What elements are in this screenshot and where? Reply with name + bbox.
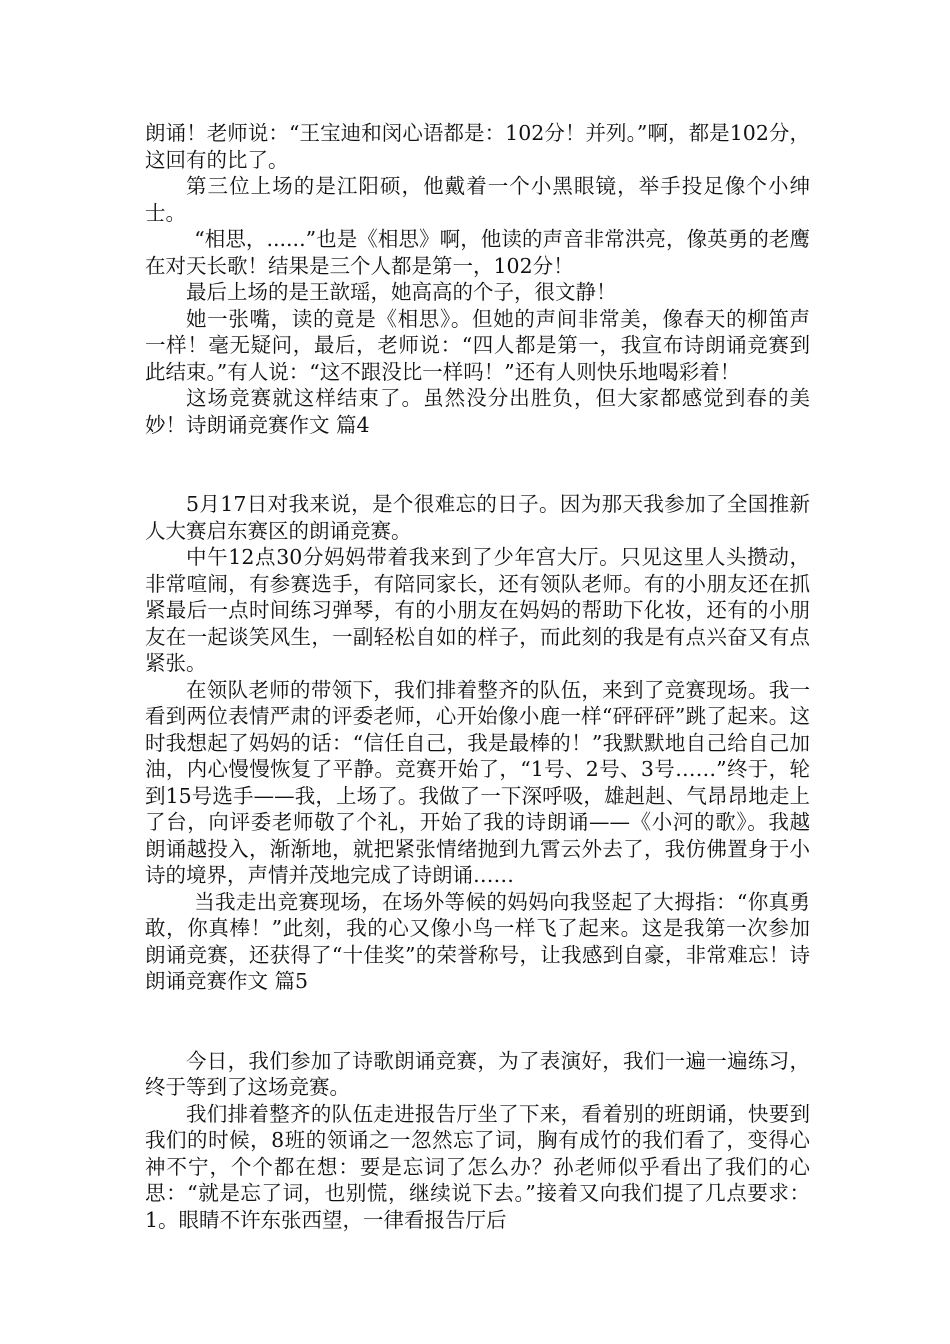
paragraph: 第三位上场的是江阳硕，他戴着一个小黑眼镜，举手投足像个小绅士。 [145,174,810,225]
paragraph: 她一张嘴，读的竟是《相思》。但她的声间非常美，像春天的柳笛声一样！毫无疑问，最后，老师说：“四人都是第一，我宣布诗朗诵竞赛到此结束。”有人说：“这不跟没比一样吗！”还有人则快乐地喝彩着！ [145,306,810,384]
paragraph: 我们排着整齐的队伍走进报告厅坐了下来，看着别的班朗诵，快要到我们的时候，8班的领诵之一忽然忘了词，胸有成竹的我们看了，变得心神不宁，个个都在想：要是忘词了怎么办？孙老师似乎看出了我们的心思：“就是忘了词，也别慌，继续说下去。”接着又向我们提了几点要求：1。眼睛不许东张西望，一律看报告厅后 [145,1101,810,1232]
paragraph: 当我走出竞赛现场，在场外等候的妈妈向我竖起了大拇指：“你真勇敢，你真棒！”此刻，我的心又像小鸟一样飞了起来。这是我第一次参加朗诵竞赛，还获得了“十佳奖”的荣誉称号，让我感到自豪，非常难忘！诗朗诵竞赛作文 篇5 [145,889,810,993]
paragraph: 今日，我们参加了诗歌朗诵竞赛，为了表演好，我们一遍一遍练习，终于等到了这场竞赛。 [145,1048,810,1099]
paragraph: “相思，......”也是《相思》啊，他读的声音非常洪亮，像英勇的老鹰在对天长歌！结果是三个人都是第一，102分！ [145,227,810,278]
paragraph: 中午12点30分妈妈带着我来到了少年宫大厅。只见这里人头攒动，非常喧闹，有参赛选手，有陪同家长，还有领队老师。有的小朋友还在抓紧最后一点时间练习弹琴，有的小朋友在妈妈的帮助下化妆，还有的小朋友在一起谈笑风生，一副轻松自如的样子，而此刻的我是有点兴奋又有点紧张。 [145,545,810,675]
document-body [145,120,810,1233]
paragraph: 这场竞赛就这样结束了。虽然没分出胜负，但大家都感觉到春的美妙！诗朗诵竞赛作文 篇4 [145,386,810,437]
paragraph: 5月17日对我来说，是个很难忘的日子。因为那天我参加了全国推新人大赛启东赛区的朗诵竞赛。 [145,492,810,543]
section-spacer [145,995,810,1048]
paragraph: 在领队老师的带领下，我们排着整齐的队伍，来到了竞赛现场。我一看到两位表情严肃的评委老师，心开始像小鹿一样“砰砰砰”跳了起来。这时我想起了妈妈的话：“信任自己，我是最棒的！”我默默地自己给自己加油，内心慢慢恢复了平静。竞赛开始了，“1号、2号、3号……”终于，轮到15号选手——我，上场了。我做了一下深呼吸，雄赳赳、气昂昂地走上了台，向评委老师敬了个礼，开始了我的诗朗诵——《小河的歌》。我越朗诵越投入，渐渐地，就把紧张情绪抛到九霄云外去了，我仿佛置身于小诗的境界，声情并茂地完成了诗朗诵…… [145,677,810,887]
section-spacer [145,438,810,491]
paragraph: 最后上场的是王歆瑶，她高高的个子，很文静！ [186,280,617,304]
paragraph: 朗诵！老师说：“王宝迪和闵心语都是：102分！并列。”啊，都是102分，这回有的比了。 [145,121,810,172]
